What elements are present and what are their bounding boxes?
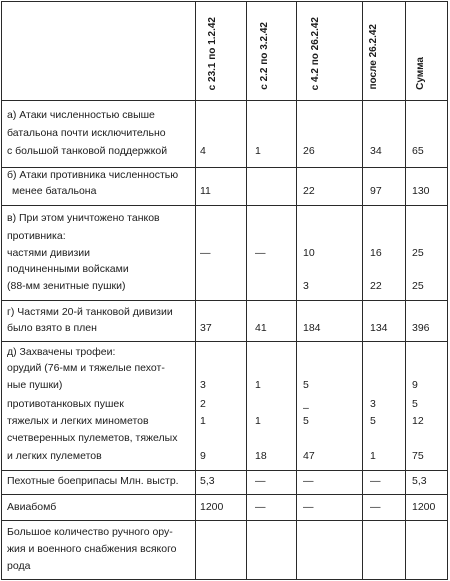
row-label-line: было взято в плен — [7, 322, 97, 334]
value-cell: 65 — [412, 145, 424, 157]
value-cell: 1 — [370, 450, 376, 462]
table-header-row — [0, 0, 450, 100]
value-cell: 18 — [255, 450, 267, 462]
value-cell: — — [370, 475, 381, 487]
grid-line-horizontal — [1, 520, 448, 521]
row-label-line: б) Атаки противника численностью — [7, 169, 179, 181]
value-cell: — — [303, 501, 314, 513]
value-cell: 41 — [255, 322, 267, 334]
column-header-period-1: с 23.1 по 1.2.42 — [207, 16, 218, 90]
row-label-line: и легких пулеметов — [7, 450, 102, 462]
value-cell: 9 — [200, 450, 206, 462]
row-label-line: (88-мм зенитные пушки) — [7, 280, 126, 292]
value-cell: 184 — [303, 322, 321, 334]
value-cell: — — [255, 501, 266, 513]
value-cell: — — [200, 247, 211, 259]
row-label-line: частями дивизии — [7, 247, 91, 259]
row-label-line: противотанковых пушек — [7, 398, 124, 410]
row-label-line: а) Атаки численностью свыше — [7, 109, 155, 121]
value-cell: 134 — [370, 322, 388, 334]
row-label-line: батальона почти исключительно — [7, 127, 166, 139]
value-cell: 1 — [200, 415, 206, 427]
value-cell: 25 — [412, 280, 424, 292]
value-cell: 5,3 — [200, 475, 215, 487]
value-cell: — — [255, 247, 266, 259]
row-label-line: г) Частями 20-й танковой дивизии — [7, 306, 173, 318]
column-header-period-4: после 26.2.42 — [368, 24, 379, 90]
value-cell: 16 — [370, 247, 382, 259]
value-cell: 1 — [255, 415, 261, 427]
value-cell: 22 — [370, 280, 382, 292]
row-label-line: орудий (76-мм и тяжелые пехот- — [7, 362, 165, 374]
row-label-line: подчиненными войсками — [7, 263, 129, 275]
row-label-line: менее батальона — [12, 185, 97, 197]
grid-line-horizontal — [1, 341, 448, 342]
grid-line-horizontal — [1, 300, 448, 301]
row-label-line: тяжелых и легких минометов — [7, 415, 149, 427]
value-cell: 75 — [412, 450, 424, 462]
value-cell: 5,3 — [412, 475, 427, 487]
row-label-line: ные пушки) — [7, 379, 63, 391]
value-cell: 5 — [412, 398, 418, 410]
value-cell: — — [255, 475, 266, 487]
row-label-line: рода — [7, 560, 31, 572]
value-cell: 2 — [200, 398, 206, 410]
row-label-line: жия и военного снабжения всякого — [7, 543, 177, 555]
column-header-period-3: с 4.2 по 26.2.42 — [310, 16, 321, 90]
value-cell: 396 — [412, 322, 430, 334]
row-label-line: Большое количество ручного ору- — [7, 526, 173, 538]
row-label-line: д) Захвачены трофеи: — [7, 346, 116, 358]
value-cell: 1 — [255, 145, 261, 157]
value-cell: 97 — [370, 185, 382, 197]
value-cell: 3 — [200, 379, 206, 391]
value-cell: 4 — [200, 145, 206, 157]
value-cell: 3 — [370, 398, 376, 410]
value-cell: 26 — [303, 145, 315, 157]
value-cell: 47 — [303, 450, 315, 462]
value-cell: 34 — [370, 145, 382, 157]
value-cell: 11 — [200, 185, 211, 197]
grid-line-horizontal — [1, 494, 448, 495]
value-cell: 5 — [370, 415, 376, 427]
row-label-line: Авиабомб — [7, 501, 57, 513]
row-label-line: в) При этом уничтожено танков — [7, 212, 160, 224]
value-cell: 37 — [200, 322, 212, 334]
column-header-period-2: с 2.2 по 3.2.42 — [259, 22, 270, 90]
value-cell: 10 — [303, 247, 315, 259]
value-cell: 1200 — [412, 501, 436, 513]
grid-line-horizontal — [1, 470, 448, 471]
value-cell: — — [303, 475, 314, 487]
value-cell: — — [370, 501, 381, 513]
value-cell: 3 — [303, 280, 309, 292]
row-label-line: Пехотные боеприпасы Млн. выстр. — [7, 475, 179, 487]
value-cell: 22 — [303, 185, 315, 197]
value-cell: 25 — [412, 247, 424, 259]
row-label-line: с большой танковой поддержкой — [7, 145, 168, 157]
value-cell: – — [303, 402, 309, 414]
value-cell: 5 — [303, 379, 309, 391]
column-header-total: Сумма — [415, 57, 426, 90]
grid-line-horizontal — [1, 100, 448, 101]
row-label-line: противника: — [7, 230, 66, 242]
value-cell: 130 — [412, 185, 430, 197]
value-cell: 9 — [412, 379, 418, 391]
grid-line-horizontal — [1, 205, 448, 206]
value-cell: 1 — [255, 379, 261, 391]
value-cell: 5 — [303, 415, 309, 427]
value-cell: 1200 — [200, 501, 224, 513]
row-label-line: счетверенных пулеметов, тяжелых — [7, 432, 178, 444]
value-cell: 12 — [412, 415, 424, 427]
